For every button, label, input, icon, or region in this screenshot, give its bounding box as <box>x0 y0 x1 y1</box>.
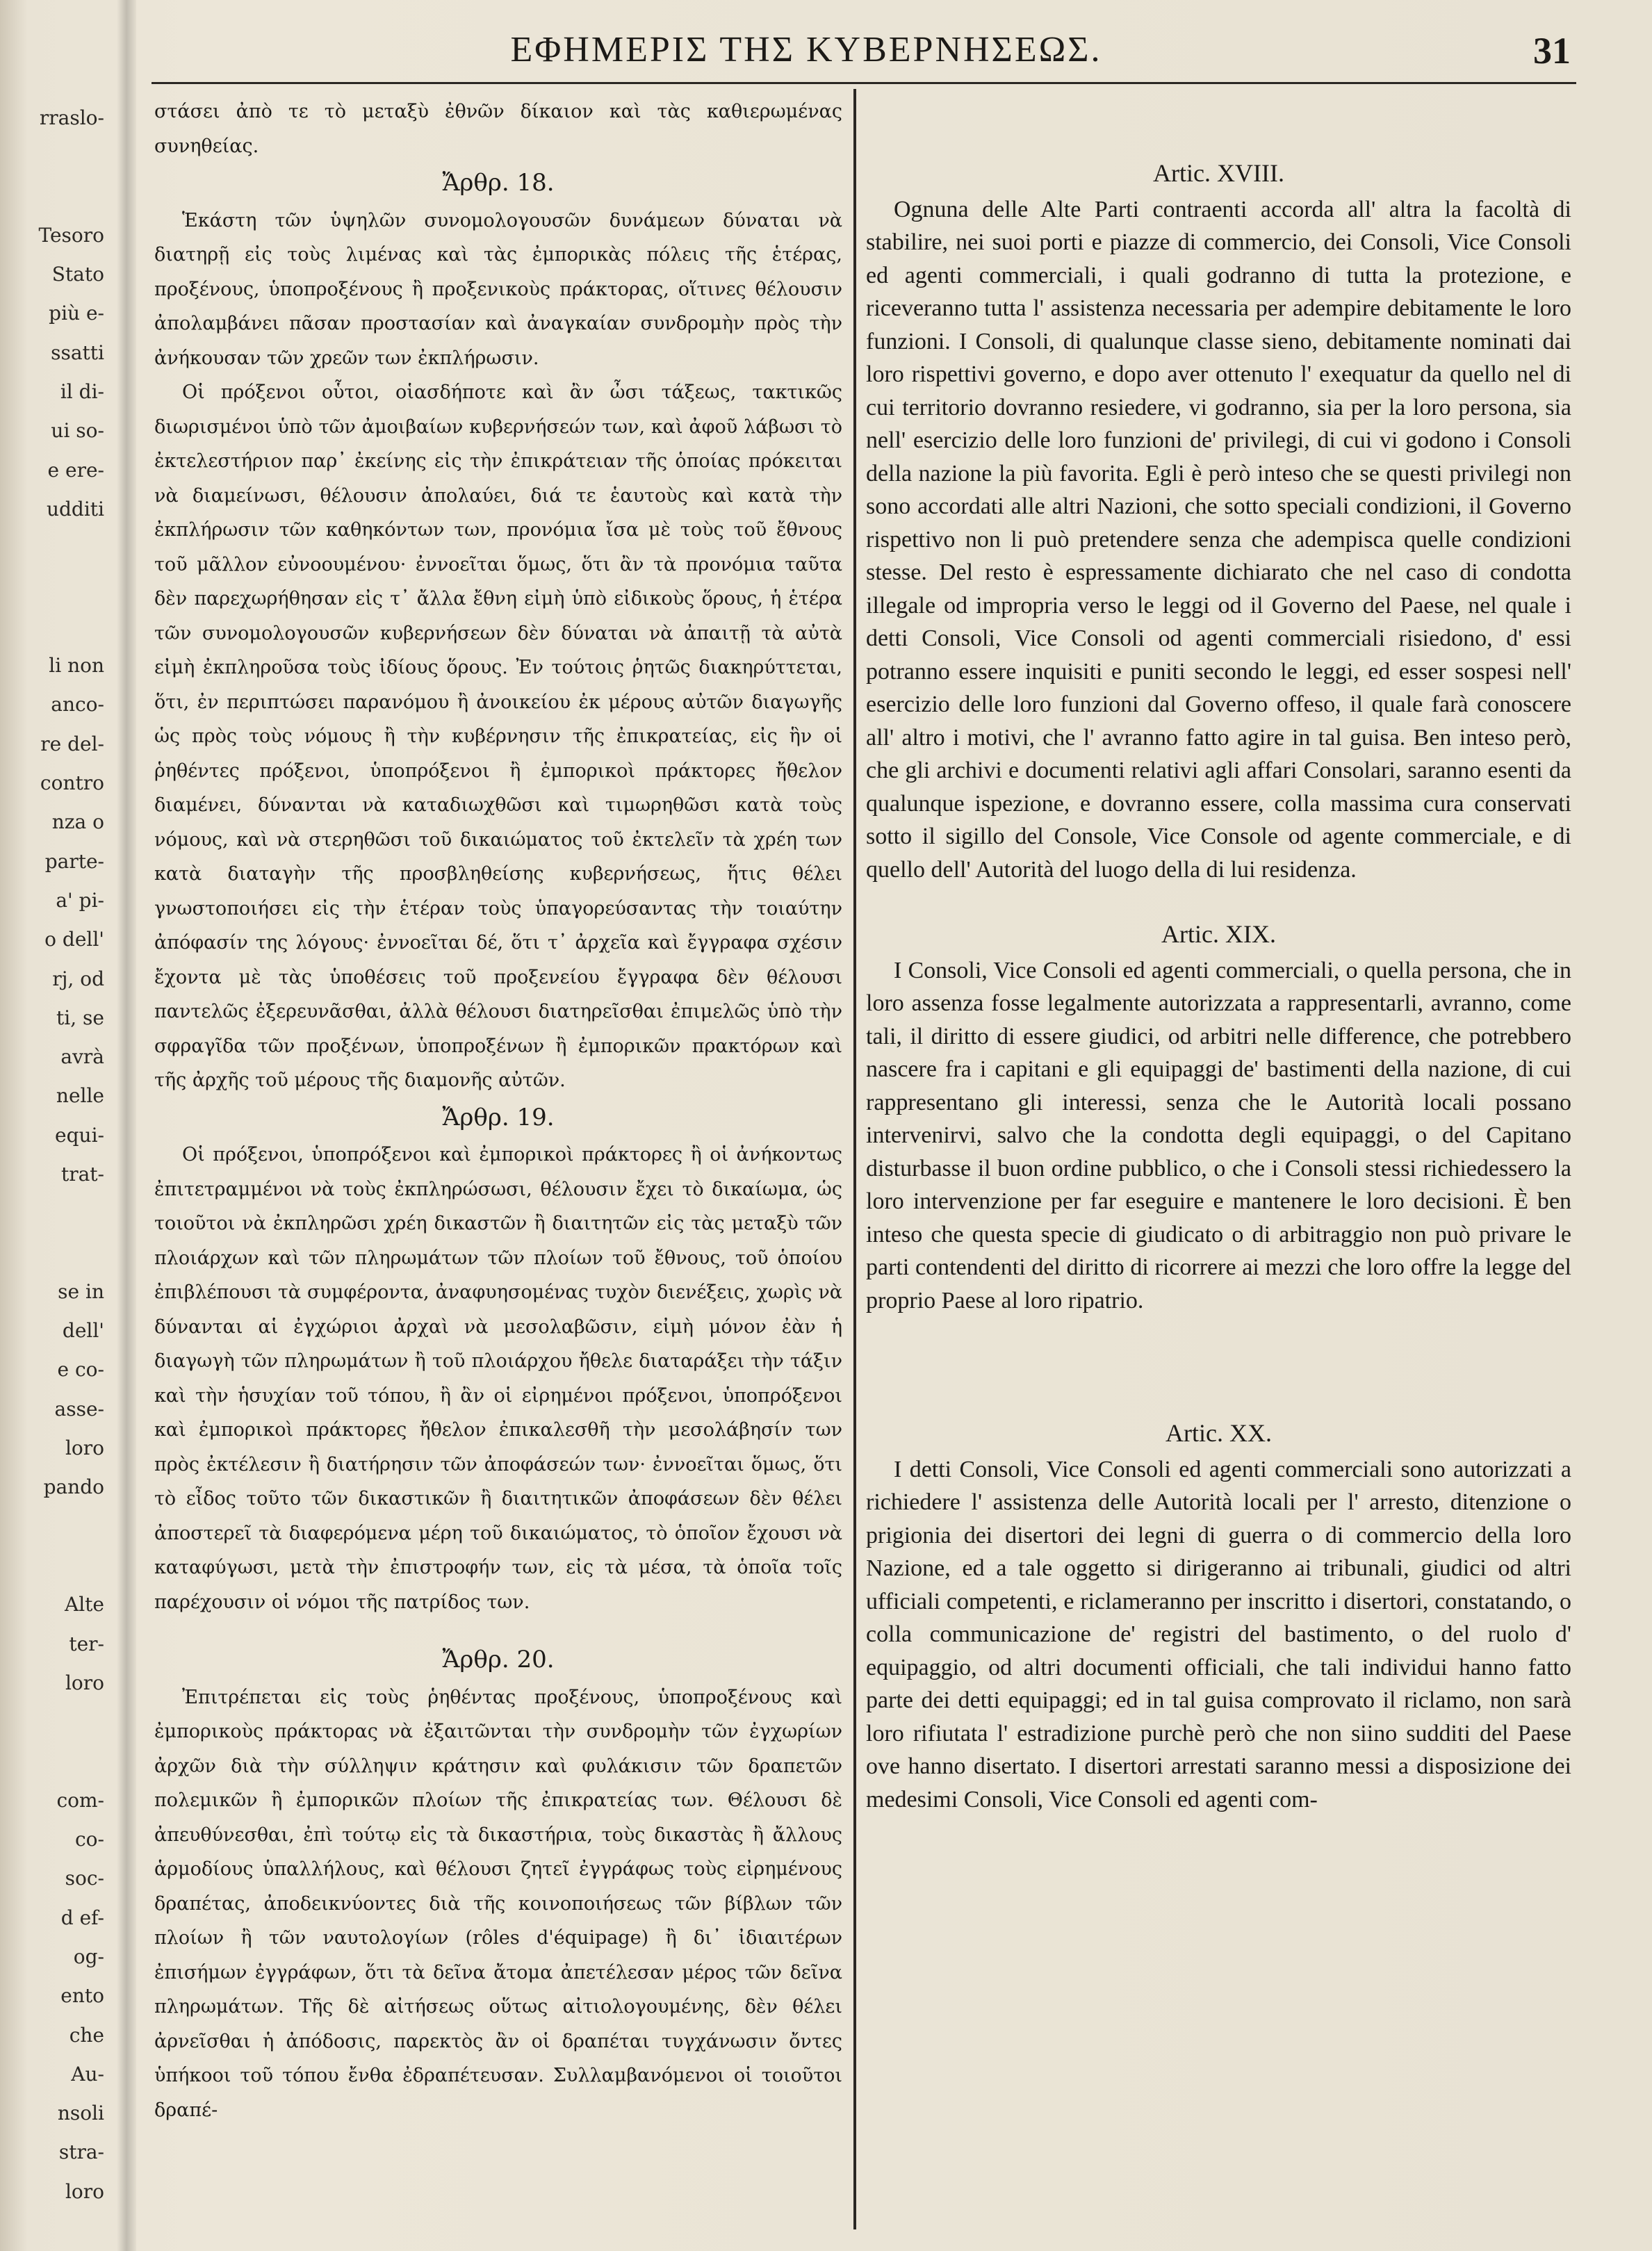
margin-fragment: e ere- <box>47 459 104 482</box>
gutter-shadow <box>117 0 136 2251</box>
margin-fragment: se in <box>58 1280 104 1303</box>
italian-article-18-paragraph: Ognuna delle Alte Parti contraenti accorda all' altra la facoltà di stabilire, nei suoi porti e piazze di commercio, dei Consoli, Vice Consoli ed agenti commerciali, i quali godranno di tutta la protezione, e riceveranno tutta l' assistenza necessaria per adempire debitamente le loro funzioni. I Consoli, di qualunque classe sieno, debitamente nominati dai loro rispettivi governo, e dopo aver ottenuto l' exequatur da quello nel di cui territorio dovranno resiedere, vi godranno, sia per la loro persona, sia nell' esercizio delle loro funzioni de' privilegi, di cui vi godono i Consoli della nazione la più favorita. Egli è però inteso che se questi privilegi non sono accordati alle altri Nazioni, che sotto speciali condizioni, il Governo rispettivo non li può pretendere senza che adempisca quelle condizioni stesse. Del resto è espressamente dichiarato che nel caso di condotta illegale od impropria verso le leggi od il Governo del Paese, nel quale i detti Consoli, Vice Consoli od agenti commerciali risiedono, d' essi potranno essere inquisiti e puniti secondo le leggi, ed esser sospesi nell' esercizio delle loro funzioni dal Governo offeso, il quale farà conoscere all' altro i motivi, che l' avranno fatto agire in tal guisa. Ben inteso però, che gli archivi e documenti relativi agli affari Consolari, saranno esenti da qualunque ispezione, e dovranno essere, colla massima cura conservati sotto il sigillo del Console, Vice Console od agente commerciale, e di quello dell' Autorità del luogo della di lui residenza. <box>866 196 1571 883</box>
margin-fragment: nelle <box>56 1084 104 1107</box>
margin-fragment: più e- <box>49 302 104 325</box>
greek-article-18-heading: Ἄρθρ. 18. <box>442 169 555 197</box>
greek-article-20-heading: Ἄρθρ. 20. <box>442 1646 555 1673</box>
facing-page-margin <box>0 104 104 2217</box>
spacer <box>866 886 1571 915</box>
margin-fragment: equi- <box>55 1124 104 1147</box>
margin-fragment: rj, od <box>52 967 104 990</box>
margin-fragment: ui so- <box>51 419 104 442</box>
margin-fragment: Au- <box>71 2063 104 2086</box>
page-number: 31 <box>1533 30 1571 72</box>
spacer <box>866 95 1571 154</box>
margin-fragment: ter- <box>69 1632 104 1655</box>
margin-fragment: il di- <box>60 380 104 403</box>
margin-fragment: soc- <box>65 1867 104 1890</box>
margin-fragment: Alte <box>65 1593 104 1616</box>
margin-fragment: ti, se <box>56 1006 104 1029</box>
margin-fragment: trat- <box>60 1163 104 1186</box>
column-divider <box>853 89 856 2229</box>
italian-article-19-paragraph: I Consoli, Vice Consoli ed agenti commerciali, o quella persona, che in loro assenza fosse legalmente autorizzata a rappresentarli, avranno, come tali, il diritto di essere giudici, od arbitri nelle difference, che potrebbero nascere fra i capitani e gli equipaggi de' bastimenti della nazione, di cui rappresentano gli interessi, senza che le Autorità locali possano intervenirvi, salvo che la condotta degli equipaggi, o del Capitano disturbasse il buon ordine pubblico, o che i Consoli stessi richiedessero la loro intervenzione per far eseguire e mantenere le loro decisioni. È ben inteso che questa specie di giudicato o di arbitraggio non può privare le parti contendenti del diritto di ricorrere ai mezzi che loro offre la legge del proprio Paese al loro ripatrio. <box>866 957 1571 1313</box>
greek-article-20-paragraph: Ἐπιτρέπεται εἰς τοὺς ῥηθέντας προξένους, ὑποπροξένους καὶ ἐμπορικοὺς πράκτορας νὰ ἐξαιτῶνται τὴν συνδρομὴν τῶν ἐγχωρίων ἀρχῶν διὰ τὴν σύλληψιν κράτησιν καὶ φυλάκισιν τῶν δραπετῶν πολεμικῶν ἢ ἐμπορικῶν πλοίων τῆς ἐπικρατείας των. Θέλουσι δὲ ἀπευθύνεσθαι, ἐπὶ τούτῳ εἰς τὰ δικαστήρια, τοὺς δικαστὰς ἢ ἄλλους ἁρμοδίους ὑπαλλήλους, καὶ θέλουσι ζητεῖ ἐγγράφως τοὺς εἰρημένους δραπέτας, ἀποδεικνύοντες διὰ τῆς κοινοποιήσεως τῶν βίβλων τῶν πλοίων ἢ τῶν ναυτολογίων (rôles d'équipage) ἢ δι᾽ ἰδιαιτέρων ἐπισήμων ἐγγράφων, ὅτι τὰ δεῖνα ἄτομα ἀπετέλεσαν μέρος τῶν δεῖνα πληρωμάτων. Τῆς δὲ αἰτήσεως οὕτως αἰτιολογουμένης, δὲν θέλει ἀρνεῖσθαι ἡ ἀπόδοσις, παρεκτὸς ἂν οἱ δραπέται τυγχάνωσιν ὄντες ὑπήκοοι τοῦ τόπου ἔνθα ἐδραπέτευσαν. Συλλαμβανόμενοι οἱ τοιοῦτοι δραπέ- <box>154 1686 842 2121</box>
margin-fragment: rraslo- <box>39 106 104 129</box>
margin-fragment: anco- <box>51 693 104 716</box>
margin-fragment: avrà <box>60 1045 104 1068</box>
italian-article-20-heading: Artic. XX. <box>1166 1419 1272 1447</box>
margin-fragment: nza o <box>51 810 104 833</box>
header-rule <box>152 82 1576 84</box>
margin-fragment: og- <box>73 1945 104 1968</box>
margin-fragment: ento <box>60 1984 104 2007</box>
greek-column <box>154 95 842 2242</box>
margin-fragment: loro <box>65 1671 104 1694</box>
margin-fragment: parte- <box>44 850 104 873</box>
margin-fragment: che <box>69 2024 104 2047</box>
margin-fragment: udditi <box>46 498 104 521</box>
margin-fragment: ssatti <box>51 341 104 364</box>
italian-column <box>866 95 1571 2242</box>
greek-article-18-paragraph-2: Οἱ πρόξενοι οὗτοι, οἱασδήποτε καὶ ἂν ὦσι τάξεως, τακτικῶς διωρισμένοι ὑπὸ τῶν ἀμοιβαίων κυβερνήσεών των, καὶ ἀφοῦ λάβωσι τὸ ἐκτελεστήριον παρ᾽ ἐκείνης εἰς τὴν ἐπικράτειαν τῆς ὁποίας πρόκειται νὰ διαμείνωσι, θέλουσιν ἀπολαύει, διά τε ἑαυτοὺς καὶ κατὰ τὴν ἐκπλήρωσιν τῶν καθηκόντων των, προνόμια ἴσα μὲ τοὺς τοῦ ἔθνους τοῦ μᾶλλον εὐνοουμένου· ἐννοεῖται ὅμως, ὅτι ἂν τὰ προνόμια ταῦτα δὲν παρεχωρήθησαν εἰς τ᾽ ἄλλα ἔθνη εἰμὴ ὑπὸ εἰδικοὺς ὅρους, ἡ ἑτέρα τῶν συνομολογουσῶν κυβερνήσεων δὲν δύναται νὰ ἀπαιτῇ τὰ αὐτὰ εἰμὴ ἐκπληροῦσα τοὺς ἰδίους ὅρους. Ἐν τούτοις ῥητῶς διακηρύττεται, ὅτι, ἐν περιπτώσει παρανόμου ἢ ἀνοικείου ἐκ μέρους αὐτῶν διαγωγῆς ὡς πρὸς τοὺς νόμους ἢ τὴν κυβέρνησιν τῆς ἐπικρατείας, εἰς ἣν οἱ ῥηθέντες πρόξενοι, ὑποπρόξενοι ἢ ἐμπορικοὶ πράκτορες ἤθελον διαμένει, δύνανται νὰ καταδιωχθῶσι καὶ τιμωρηθῶσι κατὰ τοὺς νόμους, καὶ νὰ στερηθῶσι τοῦ δικαιώματος τοῦ ἐκτελεῖν τὰ χρέη των κατὰ διαταγὴν τῆς προσβληθείσης κυβερνήσεως, ἥτις θέλει γνωστοποιήσει εἰς τὴν ἑτέραν τοὺς ὑπαγορεύσαντας τὴν τοιαύτην ἀπόφασίν της λόγους· ἐννοεῖται δέ, ὅτι τ᾽ ἀρχεῖα καὶ ἔγγραφα σχέσιν ἔχοντα μὲ τὰς ὑποθέσεις τοῦ προξενείου ἔγγραφα δὲν θέλουσι παντελῶς ἐξερευνᾶσθαι, ἀλλὰ θέλουσι διατηρεῖσθαι ἐπιμελῶς ὑπὸ τὴν σφραγῖδα τῶν προξένων, ὑποπροξένων ἢ ἐμπορικῶν πρακτόρων καὶ τῆς ἀρχῆς τοῦ μέρους τῆς διαμονῆς αὐτῶν. <box>154 382 842 1091</box>
margin-fragment: loro <box>65 2180 104 2203</box>
italian-article-19-heading: Artic. XIX. <box>1161 920 1276 948</box>
greek-article-19-paragraph: Οἱ πρόξενοι, ὑποπρόξενοι καὶ ἐμπορικοὶ πράκτορες ἢ οἱ ἀνήκοντως ἐπιτετραμμένοι νὰ τοὺς ἐκπληρώσωσι, θέλουσιν ἔχει τὸ δικαίωμα, ὡς τοιοῦτοι νὰ ἐκπληρῶσι χρέη δικαστῶν ἢ διαιτητῶν εἰς τὰς μεταξὺ τῶν πλοιάρχων καὶ τῶν πληρωμάτων τῶν πλοίων τοῦ ἔθνους, τοῦ ὁποίου ἐπιβλέπουσι τὰ συμφέροντα, ἀναφυησομένας τυχὸν διενέξεις, χωρὶς νὰ δύνανται αἱ ἐγχώριοι ἀρχαὶ νὰ μεσολαβῶσιν, εἰμὴ μόνον ἐὰν ἡ διαγωγὴ τῶν πληρωμάτων ἢ τοῦ πλοιάρχου ἤθελε διαταράξει τὴν τάξιν καὶ τὴν ἡσυχίαν τοῦ τόπου, ἢ ἂν οἱ εἰρημένοι πρόξενοι, ὑποπρόξενοι καὶ ἐμπορικοὶ πράκτορες ἤθελον ἐπικαλεσθῆ τὴν μεσολάβησίν των πρὸς ἐκτέλεσιν ἢ διατήρησιν τῶν ἀποφάσεών των· ἐννοεῖται ὅμως, ὅτι τὸ εἶδος τοῦτο τῶν δικαστικῶν ἢ διαιτητικῶν ἀποφάσεων δὲν θέλει ἀποστερεῖ τὰ διαφερόμενα μέρη τοῦ δικαιώματος, τὸ ὁποῖον ἔχουσι νὰ καταφύγωσι, μετὰ τὴν ἐπιστροφήν των, εἰς τὰ μέσα, τὰ ὁποῖα τοῖς παρέχουσιν οἱ νόμοι τῆς πατρίδος των. <box>154 1144 842 1613</box>
italian-article-20-paragraph: I detti Consoli, Vice Consoli ed agenti commerciali sono autorizzati a richiedere l' assistenza delle Autorità locali per l' arresto, ditenzione o prigionia dei disertori dei legni di guerra o di commercio della loro Nazione, ed a tale oggetto si dirigeranno ai tribunali, giudici od altri ufficiali competenti, e riclameranno per inscritto i disertori, constatando, o colla communicazione de' registri del bastimento, o del ruolo d' equipaggio, od altri documenti officiali, che tali individui hanno fatto parte dei detti equipaggi; ed in tal guisa comprovato il riclamo, non sarà loro rifiutata l' estradizione purchè però che non siino sudditi del Paese ove hanno disertato. I disertori arrestati saranno messi a disposizione dei medesimi Consoli, Vice Consoli ed agenti com- <box>866 1456 1571 1812</box>
margin-fragment: o dell' <box>44 928 104 951</box>
page-header-title: ΕΦΗΜΕΡΙΣ ΤΗΣ ΚΥΒΕΡΝΗΣΕΩΣ. <box>510 30 1102 69</box>
margin-fragment: re del- <box>40 732 104 755</box>
margin-fragment: Tesoro <box>38 224 104 247</box>
margin-fragment: li non <box>49 654 104 677</box>
margin-fragment: Stato <box>51 263 104 286</box>
greek-article-19-heading: Ἄρθρ. 19. <box>442 1103 555 1131</box>
margin-fragment: pando <box>43 1475 104 1498</box>
spacer <box>866 1317 1571 1414</box>
italian-article-18-heading: Artic. XVIII. <box>1153 159 1284 187</box>
greek-intro-text: στάσει ἀπὸ τε τὸ μεταξὺ ἐθνῶν δίκαιον καὶ τὰς καθιερωμένας συνηθείας. <box>154 101 842 157</box>
margin-fragment: contro <box>40 771 104 794</box>
margin-fragment: nsoli <box>57 2102 104 2125</box>
spacer <box>154 1619 842 1640</box>
margin-fragment: com- <box>56 1789 104 1812</box>
margin-fragment: asse- <box>54 1398 104 1421</box>
margin-fragment: co- <box>75 1828 104 1851</box>
margin-fragment: loro <box>65 1436 104 1459</box>
margin-fragment: stra- <box>58 2141 104 2163</box>
margin-fragment: a' pi- <box>56 889 104 912</box>
margin-fragment: d ef- <box>60 1906 104 1929</box>
margin-fragment: e co- <box>57 1358 104 1381</box>
margin-fragment: dell' <box>62 1319 104 1342</box>
greek-article-18-paragraph-1: Ἑκάστη τῶν ὑψηλῶν συνομολογουσῶν δυνάμεων δύναται νὰ διατηρῇ εἰς τοὺς λιμένας καὶ τὰς ἐμπορικὰς πόλεις τῆς ἑτέρας, προξένους, ὑποπροξένους ἢ προξενικοὺς πράκτορας, οἵτινες θέλουσιν ἀπολαμβάνει πᾶσαν προστασίαν καὶ ἀναγκαίαν συνδρομὴν πρὸς τὴν ἀνήκουσαν τῶν χρεῶν των ἐκπλήρωσιν. <box>154 209 842 369</box>
